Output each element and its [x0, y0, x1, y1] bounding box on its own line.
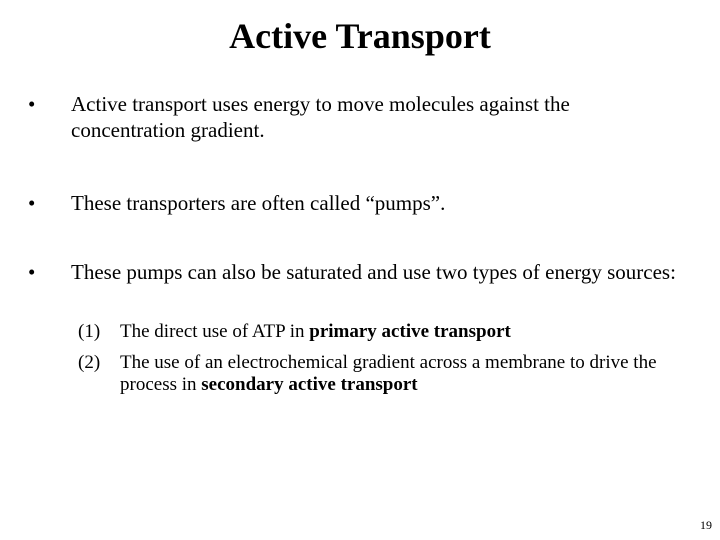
sub-item-plain-text: The use of an electrochemical gradient across a membrane to drive the process in: [120, 352, 657, 395]
sub-item-plain-text: The direct use of ATP in: [120, 321, 310, 342]
sub-item-number: (2): [78, 352, 101, 373]
bullet-marker: •: [28, 260, 36, 284]
sub-item-text: [120, 352, 698, 396]
bullet-item-1: [28, 91, 688, 143]
sub-item-2: [78, 352, 698, 396]
bullet-item-2: [28, 190, 688, 216]
bullet-text: Active transport uses energy to move molecules against the concentration gradient.: [71, 92, 570, 142]
sub-item-text: [120, 321, 698, 343]
sub-item-1: [78, 321, 698, 343]
bullet-item-3: [28, 259, 688, 285]
bullet-text: These transporters are often called “pumps”.: [71, 191, 446, 215]
bullet-marker: •: [28, 92, 36, 116]
sub-item-number: (1): [78, 321, 101, 342]
page-number: 19: [700, 518, 712, 532]
bullet-text: These pumps can also be saturated and use two types of energy sources:: [71, 260, 676, 284]
bullet-marker: •: [28, 191, 36, 215]
slide-title: Active Transport: [229, 16, 491, 56]
sub-item-bold-term: primary active transport: [309, 321, 511, 342]
sub-item-bold-term: secondary active transport: [201, 374, 418, 395]
